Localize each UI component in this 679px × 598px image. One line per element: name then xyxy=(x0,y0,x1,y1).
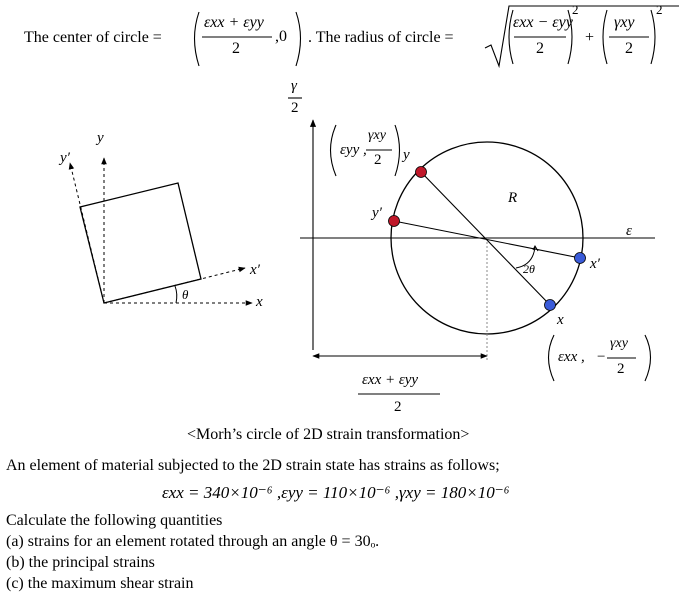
gamma-axis-numerator: γ xyxy=(291,78,297,94)
question-c: (c) the maximum shear strain xyxy=(6,575,194,592)
top-point-gamma-denominator: 2 xyxy=(374,152,382,168)
element-y-prime-label: y′ xyxy=(60,150,70,166)
element-figure xyxy=(70,158,252,303)
element-y-label: y xyxy=(97,130,104,146)
strain-values: εxx = 340×10⁻⁶ ,εyy = 110×10⁻⁶ ,γxy = 180×10⁻⁶ xyxy=(162,483,510,502)
radius-term1-denominator: 2 xyxy=(536,40,544,57)
center-numerator: εxx + εyy xyxy=(204,14,264,31)
bottom-point-gamma-denominator: 2 xyxy=(617,361,625,377)
two-theta-label: 2θ xyxy=(523,262,535,276)
element-x-label: x xyxy=(256,294,263,310)
point-y-prime-red xyxy=(389,216,400,227)
center-denominator: 2 xyxy=(232,40,240,57)
top-point-coordinate: εyy , xyxy=(340,142,367,158)
point-y-prime-label: y′ xyxy=(372,205,382,221)
point-y-label: y xyxy=(403,147,410,163)
radius-plus: + xyxy=(585,29,595,46)
gamma-axis-denominator: 2 xyxy=(291,100,299,116)
point-x-prime-blue xyxy=(575,253,586,264)
point-x-prime-label: x′ xyxy=(590,256,600,272)
theta-arc xyxy=(175,286,177,303)
problem-intro: An element of material subjected to the 2D strain state has strains as follows; xyxy=(6,457,500,474)
top-point-gamma-numerator: γxy xyxy=(368,128,386,143)
radius-R-leader xyxy=(488,184,500,238)
figure-caption: <Morh’s circle of 2D strain transformation> xyxy=(187,426,470,443)
radius-term2-power: 2 xyxy=(656,2,663,17)
bottom-point-gamma-numerator: γxy xyxy=(610,336,628,351)
question-a: (a) strains for an element rotated through an angle θ = 30ₒ. xyxy=(6,533,380,550)
center-second-coordinate: ,0 xyxy=(275,28,287,45)
bottom-point-coordinate: εxx , xyxy=(558,349,585,365)
question-b: (b) the principal strains xyxy=(6,554,155,571)
center-distance-numerator: εxx + εyy xyxy=(362,372,419,388)
radius-label: . The radius of circle = xyxy=(308,29,454,46)
radius-term2-denominator: 2 xyxy=(625,40,633,57)
center-label: The center of circle = xyxy=(24,29,162,46)
two-theta-arrow xyxy=(533,246,538,251)
calculate-intro: Calculate the following quantities xyxy=(6,512,223,529)
radius-R-label: R xyxy=(508,190,518,206)
radius-term1-numerator: εxx − εyy xyxy=(513,14,573,31)
point-x-blue xyxy=(545,300,556,311)
center-distance-denominator: 2 xyxy=(394,399,402,415)
radius-term1-power: 2 xyxy=(572,2,579,17)
diameter-x-prime-y-prime xyxy=(394,221,580,258)
element-x-prime-label: x′ xyxy=(250,262,260,278)
element-theta-label: θ xyxy=(182,287,189,302)
epsilon-axis-label: ε xyxy=(626,223,632,239)
bottom-point-sign: − xyxy=(597,349,606,365)
rotated-square xyxy=(80,183,201,303)
point-y-red xyxy=(416,167,427,178)
point-x-label: x xyxy=(557,312,564,328)
radius-term2-numerator: γxy xyxy=(614,14,635,31)
